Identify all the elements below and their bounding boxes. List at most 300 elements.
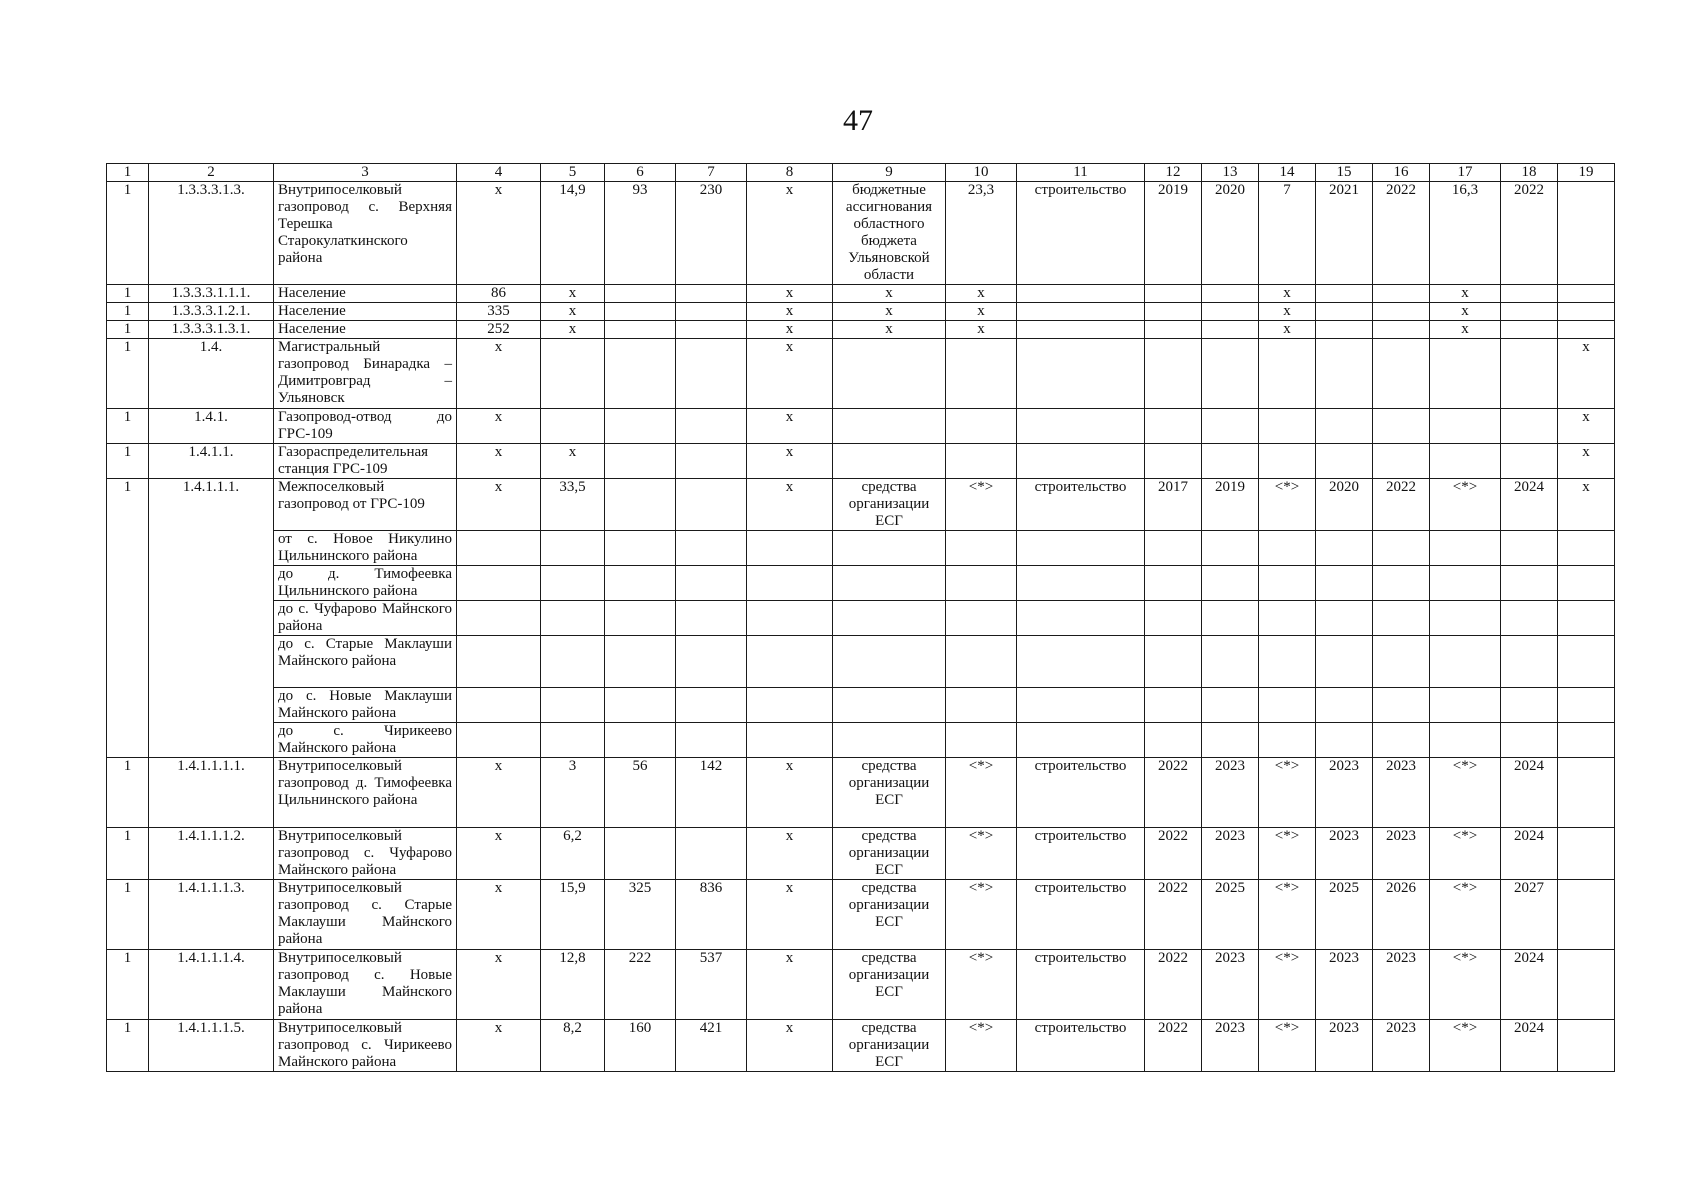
table-cell: 2023 bbox=[1202, 950, 1259, 1020]
table-cell: 1.4.1.1.1.1. bbox=[149, 758, 274, 828]
table-cell: 1 bbox=[107, 339, 149, 409]
table-cell bbox=[1145, 409, 1202, 444]
table-cell: <*> bbox=[946, 758, 1017, 828]
table-cell: 2017 bbox=[1145, 479, 1202, 531]
table-cell: x bbox=[747, 285, 833, 303]
table-cell bbox=[605, 303, 676, 321]
table-cell: строительство bbox=[1017, 182, 1145, 285]
page-number: 47 bbox=[843, 104, 873, 137]
table-cell bbox=[1316, 339, 1373, 409]
table-cell: 2020 bbox=[1316, 479, 1373, 531]
table-cell: 2023 bbox=[1316, 828, 1373, 880]
table-cell bbox=[541, 601, 605, 636]
table-cell bbox=[1202, 444, 1259, 479]
table-cell: 2025 bbox=[1316, 880, 1373, 950]
table-row bbox=[107, 444, 1615, 479]
table-row bbox=[107, 1020, 1615, 1072]
table-cell bbox=[1558, 182, 1615, 285]
table-cell: 1.3.3.3.1.2.1. bbox=[149, 303, 274, 321]
table-cell bbox=[1316, 444, 1373, 479]
table-cell bbox=[747, 723, 833, 758]
table-cell: 1.3.3.3.1.3.1. bbox=[149, 321, 274, 339]
table-cell bbox=[833, 566, 946, 601]
table-cell: 1.4.1.1.1.3. bbox=[149, 880, 274, 950]
table-cell: 1 bbox=[107, 758, 149, 828]
table-cell: 1 bbox=[107, 182, 149, 285]
table-cell: 335 bbox=[457, 303, 541, 321]
table-cell bbox=[1558, 531, 1615, 566]
table-cell: x bbox=[1259, 285, 1316, 303]
table-cell bbox=[1430, 566, 1501, 601]
table-cell bbox=[1501, 636, 1558, 688]
table-cell bbox=[541, 409, 605, 444]
table-cell: 1.4.1.1.1.5. bbox=[149, 1020, 274, 1072]
header-cell: 18 bbox=[1501, 164, 1558, 182]
table-cell: x bbox=[747, 758, 833, 828]
table-cell bbox=[107, 688, 149, 723]
object-name-cell: Население bbox=[274, 303, 457, 321]
table-cell: <*> bbox=[1259, 758, 1316, 828]
table-cell bbox=[833, 601, 946, 636]
table-cell bbox=[605, 723, 676, 758]
table-cell: 1.4.1.1.1.4. bbox=[149, 950, 274, 1020]
table-cell bbox=[833, 339, 946, 409]
table-cell bbox=[1017, 636, 1145, 688]
table-cell: x bbox=[747, 1020, 833, 1072]
table-cell bbox=[1145, 303, 1202, 321]
table-cell: <*> bbox=[1259, 479, 1316, 531]
table-cell bbox=[676, 688, 747, 723]
table-cell bbox=[1501, 303, 1558, 321]
table-cell bbox=[676, 285, 747, 303]
table-row bbox=[107, 182, 1615, 285]
table-cell bbox=[833, 688, 946, 723]
table-cell: 1 bbox=[107, 828, 149, 880]
table-cell: x bbox=[1558, 479, 1615, 531]
table-cell: x bbox=[1430, 303, 1501, 321]
table-cell: x bbox=[1259, 321, 1316, 339]
table-cell bbox=[149, 601, 274, 636]
table-cell bbox=[1202, 409, 1259, 444]
header-row bbox=[107, 164, 1615, 182]
table-cell bbox=[107, 531, 149, 566]
table-cell bbox=[541, 531, 605, 566]
table-cell bbox=[605, 479, 676, 531]
table-cell bbox=[1017, 444, 1145, 479]
table-cell: строительство bbox=[1017, 880, 1145, 950]
table-cell bbox=[1017, 601, 1145, 636]
table-cell: 2023 bbox=[1202, 1020, 1259, 1072]
table-cell bbox=[676, 828, 747, 880]
table-cell bbox=[1145, 444, 1202, 479]
table-cell bbox=[1558, 303, 1615, 321]
object-name-cell: Внутрипоселковый газопровод с. Новые Маклауши Майнского района bbox=[274, 950, 457, 1020]
table-cell bbox=[1558, 880, 1615, 950]
table-cell bbox=[457, 601, 541, 636]
table-cell bbox=[605, 636, 676, 688]
table-cell bbox=[946, 601, 1017, 636]
table-cell: 1 bbox=[107, 950, 149, 1020]
table-cell: средства организации ЕСГ bbox=[833, 1020, 946, 1072]
table-cell bbox=[541, 566, 605, 601]
table-cell: <*> bbox=[946, 1020, 1017, 1072]
table-cell: 1 bbox=[107, 1020, 149, 1072]
table-cell bbox=[605, 601, 676, 636]
table-cell bbox=[1501, 723, 1558, 758]
table-cell: 6,2 bbox=[541, 828, 605, 880]
data-table bbox=[106, 163, 1615, 1072]
table-cell bbox=[1259, 601, 1316, 636]
table-cell: 252 bbox=[457, 321, 541, 339]
table-cell: 2022 bbox=[1373, 479, 1430, 531]
table-cell: <*> bbox=[1430, 1020, 1501, 1072]
table-cell: 14,9 bbox=[541, 182, 605, 285]
table-cell: x bbox=[833, 321, 946, 339]
table-cell: строительство bbox=[1017, 479, 1145, 531]
table-cell bbox=[107, 723, 149, 758]
table-cell bbox=[1373, 636, 1430, 688]
table-cell bbox=[1430, 339, 1501, 409]
header-cell: 16 bbox=[1373, 164, 1430, 182]
table-cell: 2024 bbox=[1501, 1020, 1558, 1072]
table-cell: 421 bbox=[676, 1020, 747, 1072]
table-cell: 7 bbox=[1259, 182, 1316, 285]
table-cell bbox=[1145, 636, 1202, 688]
table-cell bbox=[1145, 723, 1202, 758]
table-cell bbox=[676, 601, 747, 636]
table-cell bbox=[1017, 566, 1145, 601]
table-cell: x bbox=[457, 479, 541, 531]
table-cell: <*> bbox=[946, 479, 1017, 531]
table-cell bbox=[1202, 688, 1259, 723]
table-cell bbox=[605, 688, 676, 723]
table-row bbox=[107, 688, 1615, 723]
table-cell: x bbox=[1259, 303, 1316, 321]
object-name-cell: Межпоселковый газопровод от ГРС-109 bbox=[274, 479, 457, 531]
table-cell: <*> bbox=[1259, 1020, 1316, 1072]
table-cell: 2022 bbox=[1501, 182, 1558, 285]
table-cell: x bbox=[457, 444, 541, 479]
table-cell bbox=[1202, 601, 1259, 636]
table-cell bbox=[1501, 409, 1558, 444]
table-cell: 16,3 bbox=[1430, 182, 1501, 285]
table-cell bbox=[1373, 321, 1430, 339]
table-cell bbox=[1558, 723, 1615, 758]
header-cell: 4 bbox=[457, 164, 541, 182]
table-cell: x bbox=[457, 182, 541, 285]
table-cell: 1 bbox=[107, 880, 149, 950]
table-cell bbox=[541, 688, 605, 723]
table-cell: x bbox=[747, 880, 833, 950]
table-cell: x bbox=[457, 828, 541, 880]
object-name-cell: до с. Чирикеево Майнского района bbox=[274, 723, 457, 758]
table-cell: x bbox=[541, 303, 605, 321]
header-cell: 8 bbox=[747, 164, 833, 182]
header-cell: 11 bbox=[1017, 164, 1145, 182]
table-cell bbox=[1259, 636, 1316, 688]
table-cell bbox=[676, 479, 747, 531]
table-cell bbox=[1501, 339, 1558, 409]
table-cell: x bbox=[747, 321, 833, 339]
table-cell: x bbox=[946, 321, 1017, 339]
table-cell bbox=[1501, 566, 1558, 601]
table-cell bbox=[1202, 303, 1259, 321]
table-cell bbox=[747, 636, 833, 688]
table-cell bbox=[605, 321, 676, 339]
header-cell: 6 bbox=[605, 164, 676, 182]
table-cell bbox=[107, 636, 149, 688]
header-cell: 17 bbox=[1430, 164, 1501, 182]
table-cell bbox=[457, 531, 541, 566]
table-cell: <*> bbox=[1430, 758, 1501, 828]
table-cell bbox=[1373, 285, 1430, 303]
table-cell bbox=[1145, 339, 1202, 409]
table-cell: 1 bbox=[107, 444, 149, 479]
table-cell bbox=[833, 409, 946, 444]
table-cell bbox=[676, 339, 747, 409]
table-cell: x bbox=[747, 339, 833, 409]
table-cell: 1 bbox=[107, 285, 149, 303]
object-name-cell: Магистральный газопровод Бинарадка – Димитровград – Ульяновск bbox=[274, 339, 457, 409]
table-cell: 2022 bbox=[1145, 950, 1202, 1020]
table-cell: <*> bbox=[946, 828, 1017, 880]
table-cell: 1.4.1.1.1.2. bbox=[149, 828, 274, 880]
table-row bbox=[107, 758, 1615, 828]
table-cell: 142 bbox=[676, 758, 747, 828]
table-cell: 2022 bbox=[1373, 182, 1430, 285]
table-cell: x bbox=[1558, 444, 1615, 479]
table-cell: x bbox=[946, 285, 1017, 303]
object-name-cell: Внутрипоселковый газопровод с. Верхняя Терешка Старокулаткинского района bbox=[274, 182, 457, 285]
object-name-cell: от с. Новое Никулино Цильнинского района bbox=[274, 531, 457, 566]
table-cell bbox=[149, 636, 274, 688]
table-cell: 2019 bbox=[1202, 479, 1259, 531]
header-cell: 5 bbox=[541, 164, 605, 182]
table-cell bbox=[676, 636, 747, 688]
table-cell: 86 bbox=[457, 285, 541, 303]
table-cell: средства организации ЕСГ bbox=[833, 479, 946, 531]
table-cell bbox=[1558, 601, 1615, 636]
header-cell: 2 bbox=[149, 164, 274, 182]
table-cell: 1.3.3.3.1.1.1. bbox=[149, 285, 274, 303]
table-cell bbox=[833, 636, 946, 688]
table-cell bbox=[1259, 688, 1316, 723]
table-cell bbox=[605, 828, 676, 880]
table-cell bbox=[1145, 601, 1202, 636]
table-cell: 33,5 bbox=[541, 479, 605, 531]
table-cell: 2023 bbox=[1202, 758, 1259, 828]
table-cell bbox=[1373, 303, 1430, 321]
table-cell bbox=[1430, 531, 1501, 566]
table-cell bbox=[1316, 321, 1373, 339]
header-cell: 1 bbox=[107, 164, 149, 182]
table-cell: 2021 bbox=[1316, 182, 1373, 285]
object-name-cell: до с. Новые Маклауши Майнского района bbox=[274, 688, 457, 723]
header-cell: 7 bbox=[676, 164, 747, 182]
table-cell bbox=[605, 566, 676, 601]
table-cell bbox=[1017, 531, 1145, 566]
table-cell: <*> bbox=[1259, 828, 1316, 880]
table-cell bbox=[1558, 285, 1615, 303]
header-cell: 19 bbox=[1558, 164, 1615, 182]
table-cell: строительство bbox=[1017, 1020, 1145, 1072]
table-cell bbox=[1202, 339, 1259, 409]
table-cell bbox=[605, 409, 676, 444]
table-cell bbox=[747, 531, 833, 566]
table-cell bbox=[747, 688, 833, 723]
table-cell bbox=[1017, 339, 1145, 409]
table-cell: <*> bbox=[1430, 479, 1501, 531]
table-row bbox=[107, 566, 1615, 601]
table-cell bbox=[1145, 531, 1202, 566]
table-row bbox=[107, 950, 1615, 1020]
table-cell bbox=[1316, 566, 1373, 601]
table-cell: бюджетные ассигнования областного бюджета Ульяновской области bbox=[833, 182, 946, 285]
object-name-cell: Газораспределительная станция ГРС-109 bbox=[274, 444, 457, 479]
table-cell: x bbox=[457, 880, 541, 950]
table-cell bbox=[1558, 636, 1615, 688]
table-cell bbox=[946, 723, 1017, 758]
table-cell: x bbox=[747, 950, 833, 1020]
table-cell: 2023 bbox=[1373, 828, 1430, 880]
table-cell bbox=[457, 636, 541, 688]
table-cell bbox=[605, 339, 676, 409]
table-cell bbox=[1558, 1020, 1615, 1072]
table-cell bbox=[676, 409, 747, 444]
table-cell: 56 bbox=[605, 758, 676, 828]
table-cell: 2023 bbox=[1316, 758, 1373, 828]
object-name-cell: Внутрипоселковый газопровод с. Чирикеево Майнского района bbox=[274, 1020, 457, 1072]
table-cell bbox=[1202, 566, 1259, 601]
table-cell: x bbox=[1558, 339, 1615, 409]
table-cell: 3 bbox=[541, 758, 605, 828]
table-cell bbox=[1259, 531, 1316, 566]
table-cell: x bbox=[457, 339, 541, 409]
header-cell: 13 bbox=[1202, 164, 1259, 182]
table-cell: <*> bbox=[1430, 950, 1501, 1020]
table-cell bbox=[1501, 444, 1558, 479]
table-cell bbox=[1017, 723, 1145, 758]
table-cell bbox=[1430, 688, 1501, 723]
table-cell bbox=[457, 723, 541, 758]
table-cell bbox=[107, 566, 149, 601]
table-cell bbox=[1316, 285, 1373, 303]
table-cell bbox=[107, 601, 149, 636]
object-name-cell: Внутрипоселковый газопровод с. Чуфарово Майнского района bbox=[274, 828, 457, 880]
table-row bbox=[107, 479, 1615, 531]
table-cell bbox=[1373, 409, 1430, 444]
table-cell bbox=[676, 566, 747, 601]
table-cell bbox=[676, 444, 747, 479]
table-row bbox=[107, 601, 1615, 636]
table-row bbox=[107, 285, 1615, 303]
table-cell: 2023 bbox=[1202, 828, 1259, 880]
table-cell: 1 bbox=[107, 303, 149, 321]
table-cell: 2020 bbox=[1202, 182, 1259, 285]
object-name-cell: Внутрипоселковый газопровод д. Тимофеевка Цильнинского района bbox=[274, 758, 457, 828]
table-cell bbox=[1373, 339, 1430, 409]
table-cell: 2022 bbox=[1145, 758, 1202, 828]
table-row bbox=[107, 339, 1615, 409]
table-row bbox=[107, 828, 1615, 880]
table-cell: 537 bbox=[676, 950, 747, 1020]
table-cell bbox=[1558, 950, 1615, 1020]
table-cell: 1 bbox=[107, 479, 149, 531]
table-cell: x bbox=[457, 1020, 541, 1072]
table-cell bbox=[457, 688, 541, 723]
table-cell: 23,3 bbox=[946, 182, 1017, 285]
table-cell bbox=[747, 566, 833, 601]
table-cell: 2024 bbox=[1501, 950, 1558, 1020]
object-name-cell: Внутрипоселковый газопровод с. Старые Маклауши Майнского района bbox=[274, 880, 457, 950]
table-cell: строительство bbox=[1017, 828, 1145, 880]
table-cell: 1 bbox=[107, 321, 149, 339]
table-cell bbox=[541, 339, 605, 409]
table-cell: x bbox=[833, 285, 946, 303]
table-cell: x bbox=[541, 321, 605, 339]
table-cell bbox=[1259, 723, 1316, 758]
table-row bbox=[107, 636, 1615, 688]
table-cell bbox=[946, 566, 1017, 601]
header-cell: 3 bbox=[274, 164, 457, 182]
object-name-cell: до с. Старые Маклауши Майнского района bbox=[274, 636, 457, 688]
table-cell: 2023 bbox=[1316, 1020, 1373, 1072]
table-cell bbox=[1316, 688, 1373, 723]
table-cell bbox=[457, 566, 541, 601]
table-cell bbox=[1259, 339, 1316, 409]
table-cell bbox=[1558, 758, 1615, 828]
table-cell: x bbox=[747, 182, 833, 285]
table-cell bbox=[833, 723, 946, 758]
table-cell: x bbox=[747, 828, 833, 880]
object-name-cell: до с. Чуфарово Майнского района bbox=[274, 601, 457, 636]
table-cell: <*> bbox=[946, 950, 1017, 1020]
table-cell bbox=[1373, 566, 1430, 601]
table-row bbox=[107, 321, 1615, 339]
table-cell: строительство bbox=[1017, 950, 1145, 1020]
table-cell bbox=[1145, 566, 1202, 601]
table-cell: x bbox=[1558, 409, 1615, 444]
table-cell bbox=[1373, 531, 1430, 566]
table-cell bbox=[946, 531, 1017, 566]
table-cell: 2025 bbox=[1202, 880, 1259, 950]
table-cell bbox=[149, 723, 274, 758]
table-cell bbox=[833, 444, 946, 479]
table-cell bbox=[946, 409, 1017, 444]
header-cell: 10 bbox=[946, 164, 1017, 182]
table-cell: 2023 bbox=[1373, 758, 1430, 828]
table-cell bbox=[1145, 688, 1202, 723]
table-cell: x bbox=[457, 950, 541, 1020]
table-cell: x bbox=[457, 409, 541, 444]
table-cell: средства организации ЕСГ bbox=[833, 950, 946, 1020]
table-cell bbox=[1316, 531, 1373, 566]
table-cell: 2024 bbox=[1501, 758, 1558, 828]
table-cell: 15,9 bbox=[541, 880, 605, 950]
table-cell: 2024 bbox=[1501, 828, 1558, 880]
table-cell bbox=[1430, 444, 1501, 479]
table-cell bbox=[1017, 409, 1145, 444]
table-cell: 1.4.1. bbox=[149, 409, 274, 444]
table-cell bbox=[1017, 303, 1145, 321]
table-cell: строительство bbox=[1017, 758, 1145, 828]
table-cell bbox=[1202, 321, 1259, 339]
table-cell: 2022 bbox=[1145, 1020, 1202, 1072]
table-row bbox=[107, 409, 1615, 444]
table-cell: 325 bbox=[605, 880, 676, 950]
table-cell bbox=[1373, 723, 1430, 758]
object-name-cell: Газопровод-отвод до ГРС-109 bbox=[274, 409, 457, 444]
